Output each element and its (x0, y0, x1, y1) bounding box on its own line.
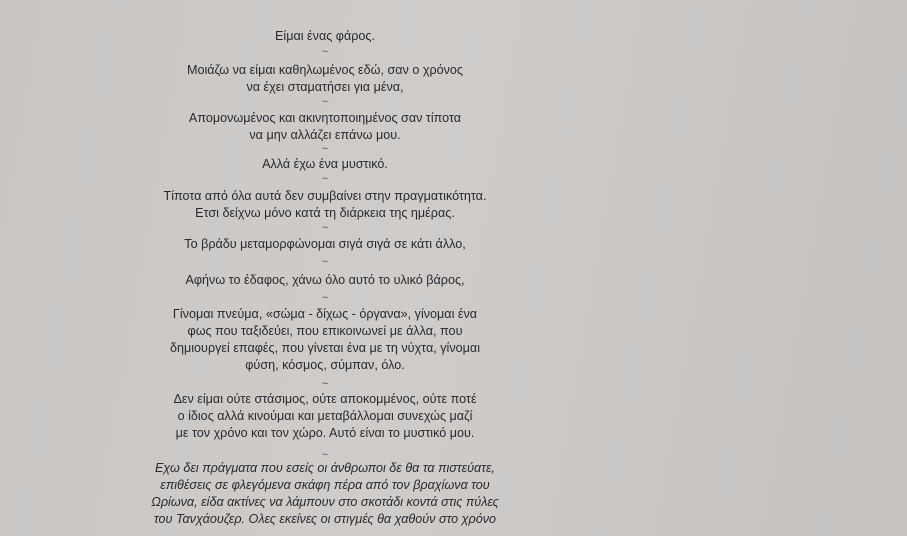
text-line: δημιουργεί επαφές, που γίνεται ένα με τη νύχτα, γίνομαι (169, 341, 480, 355)
text-line: ο ίδιος αλλά κινούμαι και μεταβάλλομαι συνεχώς μαζί (177, 409, 473, 423)
stanza-separator: ~ (321, 449, 329, 461)
text-line: με τον χρόνο και τον χώρο. Αυτό είναι το μυστικό μου. (175, 426, 475, 440)
text-line: φύση, κόσμος, σύμπαν, όλο. (245, 358, 405, 372)
stanza-separator: ~ (321, 173, 329, 185)
text-line: να μην αλλάζει επάνω μου. (249, 128, 401, 142)
stanza-separator: ~ (321, 256, 329, 268)
text-line: επιθέσεις σε φλεγόμενα σκάφη πέρα από τον βραχίωνα του (160, 478, 490, 492)
text-line: Απομονωμένος και ακινητοποιημένος σαν τίποτα (188, 111, 462, 125)
text-line: Το βράδυ μεταμορφώνομαι σιγά σιγά σε κάτι άλλο, (184, 237, 466, 251)
text-line: Τίποτα από όλα αυτά δεν συμβαίνει στην πραγματικότητα. (163, 189, 487, 203)
stanza-separator: ~ (321, 143, 329, 155)
text-line: Εχω δει πράγματα που εσείς οι άνθρωποι δε θα τα πιστεύατε, (155, 461, 495, 475)
text-line: να έχει σταματήσει για μένα, (246, 80, 404, 94)
stanza-separator: ~ (321, 292, 329, 304)
text-line: φως που ταξιδεύει, που επικοινωνεί με άλλα, που (187, 324, 463, 338)
text-line: Δεν είμαι ούτε στάσιμος, ούτε αποκομμένος, ούτε ποτέ (173, 392, 477, 406)
stanza-separator: ~ (321, 222, 329, 234)
stanza-separator: ~ (321, 46, 329, 58)
text-line: Μοιάζω να είμαι καθηλωμένος εδώ, σαν ο χρόνος (186, 63, 463, 77)
text-line: του Τανχάουζερ. Ολες εκείνες οι στιγμές θα χαθούν στο χρόνο (153, 512, 496, 526)
stanza-separator: ~ (321, 96, 329, 108)
text-line: Ετσι δείχνω μόνο κατά τη διάρκεια της ημέρας. (195, 206, 455, 220)
text-line: Είμαι ένας φάρος. (275, 29, 375, 43)
text-line: Αλλά έχω ένα μυστικό. (262, 157, 388, 171)
text-line: Γίνομαι πνεύμα, «σώμα - δίχως - όργανα», γίνομαι ένα (172, 307, 478, 321)
stanza-separator: ~ (321, 378, 329, 390)
text-line: Ωρίωνα, είδα ακτίνες να λάμπουν στο σκοτάδι κοντά στις πύλες (151, 495, 499, 509)
text-line: Αφήνω το έδαφος, χάνω όλο αυτό το υλικό βάρος, (185, 273, 465, 287)
